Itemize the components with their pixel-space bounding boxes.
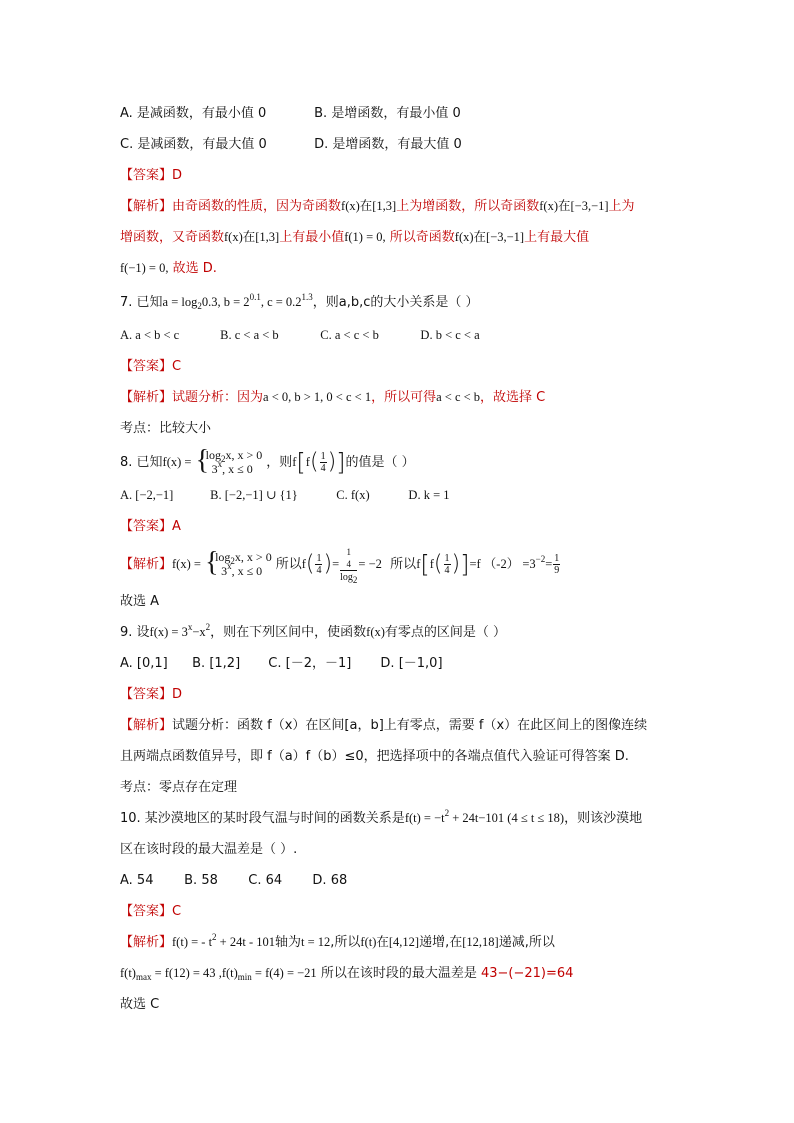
q8-answer [120,511,680,542]
math-expr: f [416,557,421,571]
math-expr: ,f(t) [215,966,238,980]
document-page [120,98,680,1020]
analysis-text: 上为增函数，所以奇函数 [396,199,540,214]
case-1: log [205,447,221,462]
analysis-text: 所以 [275,557,302,572]
q10-analysis-line1 [120,927,680,958]
math-expr: a = log [162,295,198,309]
math-expr: f(x) = [172,557,201,571]
math-expr: =f （-2） =3 [469,557,536,571]
frac-num: 1 [554,553,560,564]
q7-options [120,320,680,351]
analysis-text: 试题分析：函数 f（x）在区间[a，b]上有零点，需要 f（x）在此区间上的图像连续 [172,718,648,733]
analysis-text: 上有最大值 [524,230,590,245]
math-expr: f [305,455,310,469]
q7-option-c: C. a < c < b [320,328,379,342]
q7-stem [120,284,680,320]
bracket-open: [ [296,448,306,477]
q10-stem-line1 [120,803,680,834]
q9-answer [120,679,680,710]
analysis-text: 由奇函数的性质，因为奇函数 [172,199,342,214]
math-subscript: 2 [230,555,235,566]
answer-value: D [172,168,183,183]
math-expr: f(x) = 3 [149,625,188,639]
frac-num: 1 [316,553,322,564]
q10-option-d: D. 68 [312,873,348,888]
math-expr: f(x) = [162,455,192,469]
answer-value: A [172,519,181,534]
frac-den: 4 [316,565,322,576]
math-superscript: x [217,458,223,469]
analysis-label: 【解析】 [120,935,173,950]
analysis-text: 故选 D. [168,261,217,276]
q9-stem [120,617,680,648]
question-text: 的值是（ ） [345,455,415,470]
math-superscript: x [227,560,232,571]
q8-option-c: C. f(x) [336,488,370,502]
q10-options [120,865,680,896]
case-2: 3 [211,461,218,476]
math-expr: f(t) = −t [404,811,445,825]
q8-options [120,480,680,511]
q10-guxuan [120,989,680,1020]
analysis-text: 递增,在 [419,935,463,950]
q9-analysis-line2 [120,741,680,772]
analysis-text: 所以奇函数 [385,230,455,245]
question-text: ，则 [266,455,293,470]
math-expr: + 24t−101 (4 ≤ t ≤ 18) [449,811,565,825]
paren-close: ) [451,551,461,577]
case-2-cond: , x ≤ 0 [231,563,263,578]
answer-value: C [172,359,182,374]
frac-den: 9 [554,565,560,576]
question-number: 7. 已知 [120,295,163,310]
analysis-text: 轴为 [274,935,301,950]
math-expr: = f(12) = 43 [151,966,216,980]
analysis-text: 试题分析：因为 [172,390,264,405]
question-number: 8. 已知 [120,455,163,470]
math-subscript: 2 [220,453,226,464]
analysis-label: 【解析】 [120,390,173,405]
paren-open: ( [305,551,315,577]
q9-option-b: B. [1,2] [192,656,241,671]
analysis-text: ，故选择 C [480,390,546,405]
q7-option-d: D. b < c < a [420,328,480,342]
case-1-cond: x, x > 0 [234,549,272,564]
math-superscript: 1.3 [301,292,313,302]
answer-label: 【答案】 [120,687,173,702]
question-text: ，则a,b,c的大小关系是（ ） [312,295,479,310]
question-text: 区在该时段的最大温差是（ ）. [120,842,298,857]
q8-analysis [120,542,680,586]
math-expr: a < c < b [436,390,481,404]
q9-kaodian [120,772,680,803]
math-expr: f(x) [366,625,385,639]
bracket-open: [ [420,550,430,579]
q9-analysis-line1 [120,710,680,741]
math-expr: −x [192,625,206,639]
analysis-text: 递减,所以 [498,935,555,950]
q7-answer [120,351,680,382]
math-expr: f(−1) = 0, [120,261,169,275]
case-1: log [215,549,231,564]
math-subscript: min [237,972,252,982]
answer-value: C [172,904,182,919]
math-expr: = [545,557,553,571]
math-subscript: 2 [352,574,358,585]
question-text: 有零点的区间是（ ） [384,625,507,640]
answer-label: 【答案】 [120,519,173,534]
q8-option-a: A. [−2,−1] [120,488,174,502]
q9-option-a: A. [0,1] [120,656,168,671]
paren-open: ( [433,551,443,577]
question-number: 9. 设 [120,625,150,640]
answer-label: 【答案】 [120,904,173,919]
q6-option-c: C. 是减函数，有最大值 0 [120,137,267,152]
math-expr: = f(4) = −21 [251,966,317,980]
conclusion-text: 故选 C [120,997,160,1012]
q6-answer [120,160,680,191]
result-fraction [553,553,560,576]
q7-analysis [120,382,680,413]
case-2-cond: , x ≤ 0 [222,461,253,476]
math-expr: f(x)在[1,3] [341,199,397,213]
kaodian-text: 考点：零点存在定理 [120,780,238,795]
math-expr: 0.3, b = 2 [201,295,250,309]
math-expr: f [301,557,306,571]
answer-label: 【答案】 [120,168,173,183]
math-expr: , c = 0.2 [260,295,302,309]
math-superscript: 0.1 [249,292,261,302]
analysis-text: ，所以可得 [371,390,437,405]
math-subscript: 2 [197,301,202,311]
analysis-label: 【解析】 [120,718,173,733]
q6-analysis-line2 [120,222,680,253]
analysis-text: ,所以 [330,935,361,950]
piecewise-function [196,449,263,477]
math-expr: + 24t - 101 [216,935,275,949]
paren-open: ( [309,449,319,475]
math-expr: f [292,455,297,469]
math-expr: [12,18] [462,935,499,949]
q8-stem [120,444,680,480]
math-superscript: 2 [444,808,450,818]
math-superscript: x [187,622,193,632]
q10-answer [120,896,680,927]
math-expr: = [332,557,340,571]
q6-analysis-line1 [120,191,680,222]
case-1-cond: x, x > 0 [225,447,263,462]
q6-analysis-line3 [120,253,680,284]
fraction [444,553,451,576]
answer-label: 【答案】 [120,359,173,374]
q7-option-a: A. a < b < c [120,328,180,342]
kaodian-text: 考点：比较大小 [120,421,212,436]
q10-analysis-line2 [120,958,680,989]
question-text: ，则在下列区间中，使函数 [210,625,367,640]
q6-option-d: D. 是增函数，有最大值 0 [314,137,462,152]
math-expr: f(t) [120,966,136,980]
math-expr: a < 0, b > 1, 0 < c < 1 [263,390,372,404]
frac-den: 4 [320,463,326,474]
fraction [315,553,322,576]
math-superscript: −2 [535,554,546,564]
math-expr: t = 12 [301,935,331,949]
log-frac-den: 4 [340,558,357,571]
math-expr: = −2 [358,557,382,571]
analysis-text: 所以在该时段的最大温差是 [316,966,481,981]
log-fraction [340,546,357,584]
analysis-text: 所以 [390,557,417,572]
question-text: ，则该沙漠地 [564,811,643,826]
math-expr: f [429,557,434,571]
bracket-close: ] [460,550,470,579]
analysis-result: 43−(−21)=64 [480,966,574,981]
answer-value: D [172,687,183,702]
piecewise-function [205,551,272,579]
log-base: log [340,571,353,583]
paren-close: ) [323,551,333,577]
analysis-text: 上有最小值 [279,230,345,245]
math-expr: f(1) = 0, [344,230,386,244]
paren-close: ) [327,449,337,475]
q9-option-d: D. [－1,0] [380,656,443,671]
frac-den: 4 [444,565,450,576]
q7-kaodian [120,413,680,444]
math-expr: f(t) = - t [172,935,213,949]
case-2: 3 [221,563,228,578]
math-expr: f(x)在[1,3] [224,230,280,244]
frac-num: 1 [444,553,450,564]
q10-stem-line2 [120,834,680,865]
math-expr: f(t)在[4,12] [360,935,420,949]
q10-option-a: A. 54 [120,873,154,888]
question-text: 10. 某沙漠地区的某时段气温与时间的函数关系是 [120,811,405,826]
frac-num: 1 [320,451,326,462]
fraction [320,451,327,474]
math-superscript: 2 [212,932,217,942]
q6-options-row1 [120,98,680,129]
q9-option-c: C. [－2，－1] [268,656,352,671]
q6-option-b: B. 是增函数，有最小值 0 [314,106,461,121]
q8-option-b: B. [−2,−1] ∪ {1} [210,488,298,502]
analysis-text: 且两端点函数值异号，即 f（a）f（b）≤0，把选择项中的各端点值代入验证可得答案 D. [120,749,629,764]
conclusion-text: 故选 A [120,594,160,609]
analysis-label: 【解析】 [120,199,173,214]
math-superscript: 2 [205,622,211,632]
q10-option-b: B. 58 [184,873,218,888]
q6-options-row2 [120,129,680,160]
q7-option-b: B. c < a < b [220,328,279,342]
q9-options [120,648,680,679]
analysis-label: 【解析】 [120,557,173,572]
q6-option-a: A. 是减函数，有最小值 0 [120,106,267,121]
analysis-text: 上为 [608,199,635,214]
q8-option-d: D. k = 1 [408,488,450,502]
math-expr: f(x)在[−3,−1] [454,230,525,244]
log-frac-num: 1 [346,546,352,557]
math-expr: f(x)在[−3,−1] [539,199,609,213]
bracket-close: ] [336,448,346,477]
q10-option-c: C. 64 [248,873,283,888]
analysis-text: 增函数，又奇函数 [120,230,225,245]
math-subscript: max [135,972,152,982]
q8-guxuan [120,586,680,617]
